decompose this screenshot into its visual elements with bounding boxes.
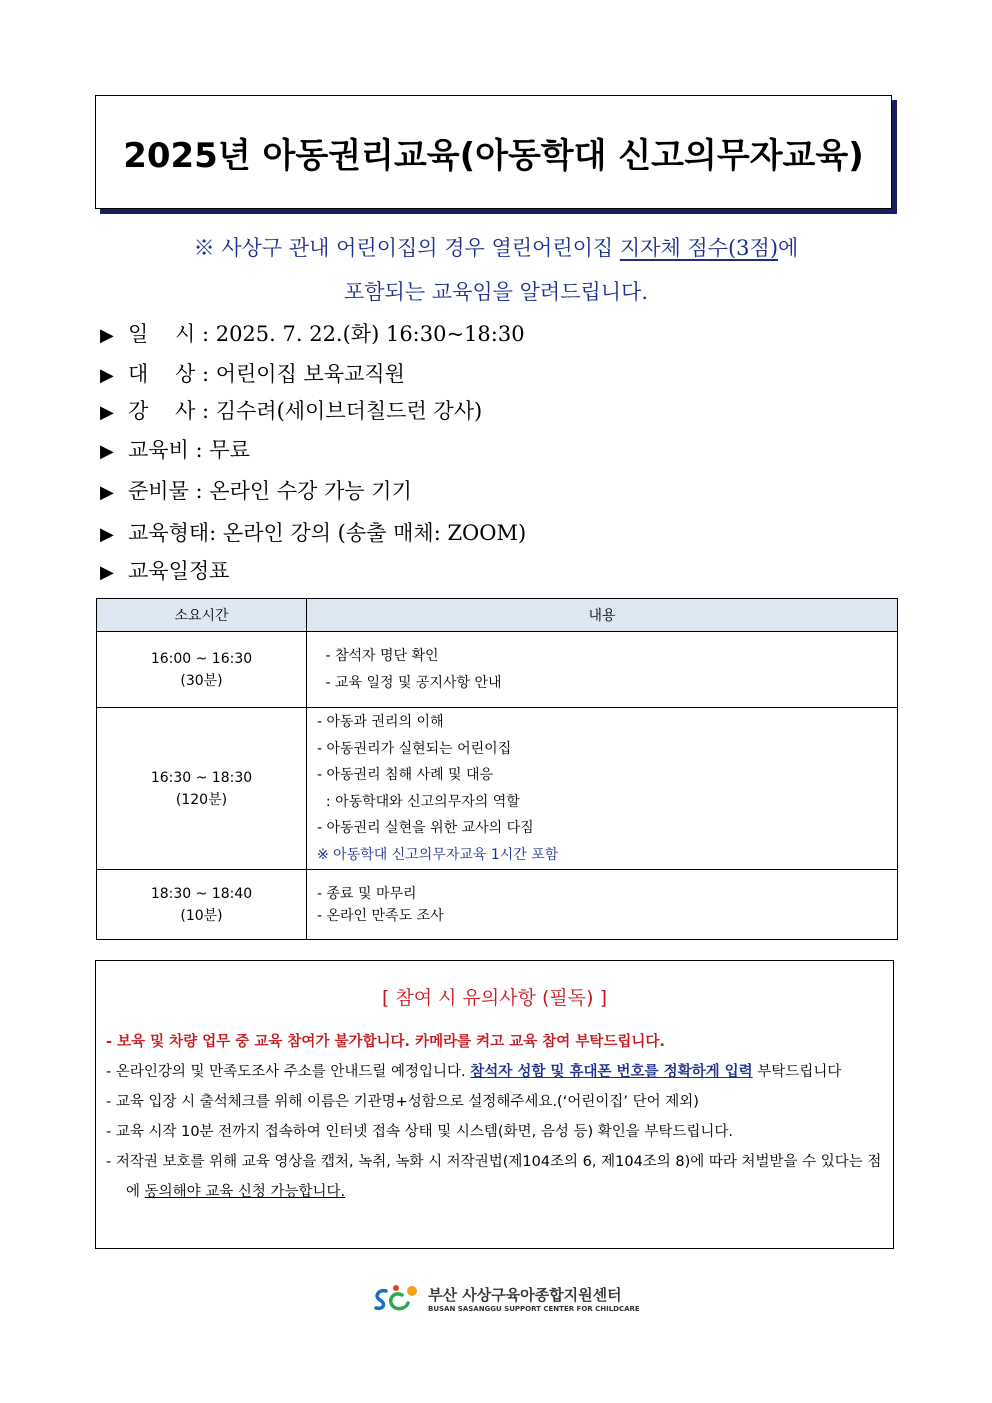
info-instructor	[100, 395, 482, 425]
table-row	[97, 632, 898, 708]
info-value: : 무료	[188, 438, 250, 462]
time-duration: (30분)	[180, 672, 223, 689]
header-duration: 소요시간	[97, 599, 307, 632]
caution-item-4: - 교육 시작 10분 전까지 접속하여 인터넷 접속 상태 및 시스템(화면, 음성 등) 확인을 부탁드립니다.	[106, 1124, 733, 1140]
caution-item-3: - 교육 입장 시 출석체크를 위해 이름은 기관명+성함으로 설정해주세요.(‘어린이집’ 단어 제외)	[106, 1094, 699, 1110]
center-logo-icon	[372, 1283, 422, 1313]
content-item: : 아동학대와 신고의무자의 역할	[317, 793, 520, 810]
info-target	[100, 358, 405, 388]
info-label: 일 시	[128, 322, 196, 346]
content-item: - 아동권리가 실현되는 어린이집	[317, 740, 512, 757]
caution-emphasis: 참석자 성함 및 휴대폰 번호를 정확하게 입력	[470, 1064, 753, 1080]
footer-name: 부산 사상구육아종합지원센터	[428, 1285, 622, 1304]
info-value: : 어린이집 보육교직원	[195, 362, 405, 386]
info-label: 대 상	[128, 362, 196, 386]
time-cell	[97, 870, 307, 940]
caution-text: - 온라인강의 및 만족도조사 주소를 안내드릴 예정입니다.	[106, 1064, 471, 1080]
info-label: 교육형태	[128, 521, 210, 545]
time-duration: (120분)	[175, 791, 228, 808]
caution-title: [ 참여 시 유의사항 (필독) ]	[381, 987, 608, 1009]
caution-list	[106, 1027, 883, 1207]
time-range: 18:30 ~ 18:40	[150, 885, 253, 902]
content-item: - 교육 일정 및 공지사항 안내	[321, 674, 502, 691]
notice-score: 지자체 점수(3점)	[619, 236, 779, 260]
time-range: 16:30 ~ 18:30	[150, 769, 253, 786]
triangle-icon: ▶	[100, 325, 114, 346]
notice-text: ※ 사상구 관내 어린이집의 경우 열린어린이집	[193, 236, 620, 260]
info-value: : 2025. 7. 22.(화) 16:30~18:30	[195, 322, 525, 346]
triangle-icon: ▶	[100, 441, 114, 462]
table-row	[97, 708, 898, 870]
info-label: 준비물	[128, 479, 189, 503]
content-item: - 참석자 명단 확인	[321, 648, 439, 664]
info-value: : 김수려(세이브더칠드런 강사)	[195, 399, 483, 423]
info-schedule	[100, 555, 229, 585]
table-row	[97, 870, 898, 940]
content-item: - 아동권리 실현을 위한 교사의 다짐	[317, 820, 534, 836]
notice-line-2: 포함되는 교육임을 알려드립니다.	[343, 280, 649, 304]
schedule-table	[96, 598, 898, 940]
time-cell	[97, 708, 307, 870]
triangle-icon: ▶	[100, 365, 114, 386]
footer-english: BUSAN SASANGGU SUPPORT CENTER FOR CHILDCARE	[428, 1304, 640, 1313]
caution-box	[95, 960, 894, 1249]
time-cell	[97, 632, 307, 708]
info-label: 교육일정표	[128, 559, 230, 583]
notice-suffix: 에	[778, 236, 799, 260]
triangle-icon: ▶	[100, 402, 114, 423]
content-item: - 온라인 만족도 조사	[317, 907, 444, 924]
info-date	[100, 318, 525, 348]
content-item: - 종료 및 마무리	[317, 885, 417, 902]
caution-item-1: - 보육 및 차량 업무 중 교육 참여가 불가합니다. 카메라를 켜고 교육 참여 부탁드립니다.	[106, 1034, 665, 1050]
content-cell	[307, 632, 898, 708]
caution-item-5	[106, 1147, 883, 1207]
time-duration: (10분)	[180, 907, 223, 924]
triangle-icon: ▶	[100, 562, 114, 583]
content-item: - 아동과 권리의 이해	[317, 714, 444, 730]
triangle-icon: ▶	[100, 482, 114, 503]
content-cell	[307, 708, 898, 870]
info-fee	[100, 434, 250, 464]
info-materials	[100, 475, 412, 505]
notice-line-1	[0, 232, 992, 262]
content-note: ※ 아동학대 신고의무자교육 1시간 포함	[317, 846, 559, 863]
info-label: 교육비	[128, 438, 189, 462]
table-header-row	[97, 599, 898, 632]
header-content: 내용	[307, 599, 898, 632]
page-title: 2025년 아동권리교육(아동학대 신고의무자교육)	[123, 135, 864, 176]
caution-underline: 동의해야 교육 신청 가능합니다.	[144, 1184, 346, 1200]
triangle-icon: ▶	[100, 524, 114, 545]
info-value: : 온라인 강의 (송출 매체: ZOOM)	[209, 521, 527, 545]
caution-item-2	[106, 1057, 883, 1087]
info-format	[100, 517, 526, 547]
info-label: 강 사	[128, 399, 196, 423]
info-value: : 온라인 수강 가능 기기	[188, 479, 412, 503]
title-box	[95, 95, 892, 209]
content-cell	[307, 870, 898, 940]
time-range: 16:00 ~ 16:30	[150, 650, 253, 667]
caution-text: - 저작권 보호를 위해 교육 영상을 캡처, 녹취, 녹화 시 저작권법(제104조의 6, 제104조의 8)에 따라 처벌받을 수 있다는 점에	[106, 1154, 882, 1200]
content-item: - 아동권리 침해 사례 및 대응	[317, 767, 494, 783]
caution-text: 부탁드립니다	[752, 1064, 842, 1080]
footer	[372, 1283, 640, 1313]
